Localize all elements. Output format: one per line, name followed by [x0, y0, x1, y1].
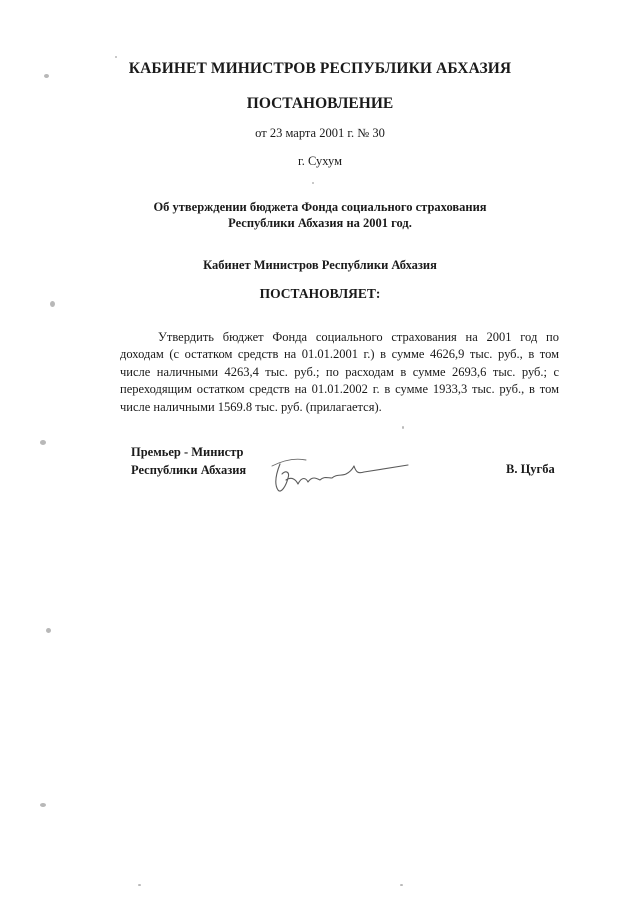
scan-speck — [50, 301, 55, 307]
signatory-position-line-2: Республики Абхазия — [131, 462, 247, 477]
organization-title: КАБИНЕТ МИНИСТРОВ РЕСПУБЛИКИ АБХАЗИЯ — [128, 60, 512, 77]
handwritten-signature — [266, 450, 416, 496]
decree-heading: ПОСТАНОВЛЯЕТ: — [259, 286, 381, 301]
signatory-position-line-1: Премьер - Министр — [131, 445, 244, 459]
subject-line-2: Республики Абхазия на 2001 год. — [228, 216, 412, 230]
scan-speck — [402, 426, 404, 429]
body-paragraph: Утвердить бюджет Фонда социального страхования на 2001 год по доходам (с остатком средств на 01.01.2001 г.) в сумме 4626,9 тыс. руб., в том числе наличными 4263,4 тыс. руб.; по расходам в сумме 2693,6 тыс. руб.; с переходящим остатком средств на 01.01.2002 г. в сумме 1933,3 тыс. руб., в том числе наличными 1569.8 тыс. руб. (прилагается). — [120, 330, 559, 414]
signatory-name: В. Цугба — [506, 462, 555, 476]
document-type: ПОСТАНОВЛЕНИЕ — [246, 95, 394, 112]
scan-speck — [46, 628, 51, 633]
scan-speck — [115, 56, 117, 58]
scan-speck — [138, 884, 141, 886]
subject-line-1: Об утверждении бюджета Фонда социального страхования — [153, 200, 487, 214]
scan-speck — [44, 74, 49, 78]
issuer-line: Кабинет Министров Республики Абхазия — [203, 258, 437, 272]
document-city: г. Сухум — [297, 154, 342, 168]
document-date-number: от 23 марта 2001 г. № 30 — [255, 126, 385, 140]
document-subject — [0, 199, 640, 231]
scan-speck — [40, 440, 46, 445]
scan-speck — [312, 182, 314, 184]
scan-speck — [40, 803, 46, 807]
scan-speck — [400, 884, 403, 886]
signatory-position — [131, 444, 246, 479]
